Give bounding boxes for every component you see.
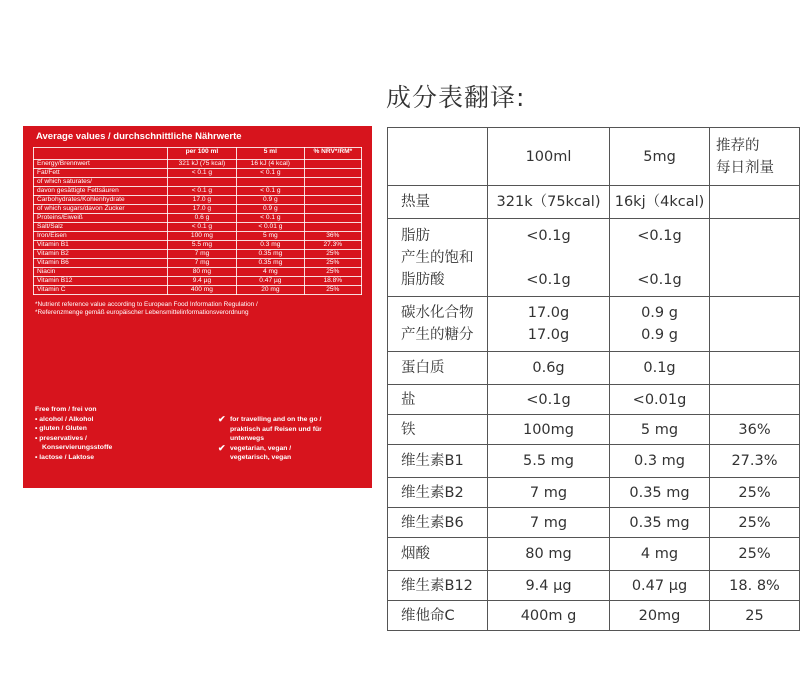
label-cell: Iron/Eisen	[34, 232, 168, 241]
translation-cell: <0.01g	[610, 385, 710, 415]
page-title: 成分表翻译:	[386, 83, 526, 112]
label-cell: 25%	[304, 268, 361, 277]
translation-cell: 5 mg	[610, 415, 710, 445]
translation-cell: 16kj（4kcal)	[610, 186, 710, 219]
label-cell: 5 mg	[237, 232, 304, 241]
nutrition-label-panel	[23, 126, 372, 488]
label-cell: 36%	[304, 232, 361, 241]
feature-line: praktisch auf Reisen und für	[230, 425, 322, 433]
label-cell: 0.6 g	[167, 214, 236, 223]
translation-cell: 100mg	[488, 415, 610, 445]
translation-row	[388, 571, 800, 601]
label-row	[34, 232, 362, 241]
label-cell: 0.35 mg	[237, 250, 304, 259]
translation-cell: <0.1g	[488, 385, 610, 415]
translation-cell: 脂肪 产生的饱和 脂肪酸	[388, 219, 488, 297]
label-cell: < 0.1 g	[167, 187, 236, 196]
label-col-header	[34, 148, 168, 160]
translation-row	[388, 219, 800, 297]
translation-cell: 80 mg	[488, 538, 610, 571]
label-cell: 18.8%	[304, 277, 361, 286]
label-row	[34, 187, 362, 196]
feature-item	[218, 415, 322, 444]
label-cell: Vitamin B2	[34, 250, 168, 259]
label-cell: 0.3 mg	[237, 241, 304, 250]
feature-item	[218, 444, 322, 463]
translation-cell: 0.3 mg	[610, 445, 710, 478]
translation-cell: 0.35 mg	[610, 478, 710, 508]
label-cell: 27.3%	[304, 241, 361, 250]
label-row	[34, 259, 362, 268]
translation-cell: 25%	[710, 478, 800, 508]
label-cell: 0.9 g	[237, 205, 304, 214]
translation-cell: 铁	[388, 415, 488, 445]
label-cell: 17.0 g	[167, 205, 236, 214]
translation-cell	[710, 352, 800, 385]
label-cell: 0.47 µg	[237, 277, 304, 286]
label-body	[34, 160, 362, 295]
label-cell: 25%	[304, 250, 361, 259]
label-cell: 4 mg	[237, 268, 304, 277]
free-from-item: • gluten / Gluten	[35, 424, 112, 434]
free-from-item-cont: Konservierungsstoffe	[42, 444, 113, 452]
translation-body	[388, 186, 800, 631]
translation-cell: 17.0g 17.0g	[488, 297, 610, 352]
label-cell	[304, 169, 361, 178]
translation-cell: 0.35 mg	[610, 508, 710, 538]
label-cell: 400 mg	[167, 286, 236, 295]
label-row	[34, 196, 362, 205]
feature-line: vegetarisch, vegan	[230, 454, 292, 462]
translation-cell: 25	[710, 601, 800, 631]
translation-cell: <0.1g <0.1g	[610, 219, 710, 297]
label-cell: Niacin	[34, 268, 168, 277]
label-cell	[304, 205, 361, 214]
translation-cell: 热量	[388, 186, 488, 219]
translation-cell: 蛋白质	[388, 352, 488, 385]
label-cell: of which saturates/	[34, 178, 168, 187]
free-from-heading: Free from / frei von	[35, 406, 97, 413]
label-row	[34, 286, 362, 295]
label-cell: Carbohydrates/Kohlenhydrate	[34, 196, 168, 205]
translation-cell	[710, 385, 800, 415]
header-cell	[388, 128, 488, 186]
translation-cell: 维生素B12	[388, 571, 488, 601]
label-cell: < 0.1 g	[167, 223, 236, 232]
free-from-item: • lactose / Laktose	[35, 453, 112, 463]
translation-row	[388, 445, 800, 478]
footnote-line: *Referenzmenge gemäß europäischer Lebensmittelinformationsverordnung	[35, 309, 249, 316]
label-row	[34, 241, 362, 250]
label-cell: 100 mg	[167, 232, 236, 241]
label-cell: 5.5 mg	[167, 241, 236, 250]
label-row	[34, 160, 362, 169]
translation-cell: 400m g	[488, 601, 610, 631]
translation-cell	[710, 186, 800, 219]
translation-cell: 盐	[388, 385, 488, 415]
label-row	[34, 277, 362, 286]
label-cell: < 0.1 g	[237, 214, 304, 223]
label-row	[34, 178, 362, 187]
footnote-line: *Nutrient reference value according to European Food Information Regulation /	[35, 301, 258, 308]
translation-cell: 5.5 mg	[488, 445, 610, 478]
translation-cell: 0.6g	[488, 352, 610, 385]
translation-row	[388, 297, 800, 352]
label-row	[34, 214, 362, 223]
feature-line: vegetarian, vegan /	[230, 444, 292, 452]
label-footnote	[35, 301, 364, 317]
translation-row	[388, 186, 800, 219]
translation-cell: 0.47 μg	[610, 571, 710, 601]
feature-line: unterwegs	[230, 435, 264, 443]
label-row	[34, 223, 362, 232]
label-cell: Vitamin C	[34, 286, 168, 295]
translation-row	[388, 478, 800, 508]
translation-cell: 维他命C	[388, 601, 488, 631]
label-cell: 17.0 g	[167, 196, 236, 205]
label-cell: 20 mg	[237, 286, 304, 295]
translation-cell: <0.1g <0.1g	[488, 219, 610, 297]
translation-cell: 维生素B2	[388, 478, 488, 508]
free-from-item: • alcohol / Alkohol	[35, 415, 112, 425]
translation-table	[387, 127, 800, 631]
label-cell: < 0.1 g	[237, 169, 304, 178]
label-row	[34, 250, 362, 259]
translation-cell: 321k（75kcal)	[488, 186, 610, 219]
translation-cell: 碳水化合物 产生的糖分	[388, 297, 488, 352]
header-cell: 5mg	[610, 128, 710, 186]
label-cell	[304, 187, 361, 196]
label-cell: 7 mg	[167, 259, 236, 268]
label-cell: 0.35 mg	[237, 259, 304, 268]
label-cell: davon gesättigte Fettsäuren	[34, 187, 168, 196]
label-cell: Vitamin B1	[34, 241, 168, 250]
label-header-row	[34, 148, 362, 160]
translation-header-row	[388, 128, 800, 186]
translation-cell: 20mg	[610, 601, 710, 631]
label-row	[34, 268, 362, 277]
translation-cell: 4 mg	[610, 538, 710, 571]
label-cell: Fat/Fett	[34, 169, 168, 178]
translation-cell: 9.4 μg	[488, 571, 610, 601]
translation-row	[388, 415, 800, 445]
translation-row	[388, 385, 800, 415]
label-table	[33, 147, 362, 295]
feature-line: for travelling and on the go /	[230, 416, 322, 423]
header-cell: 推荐的 每日剂量	[710, 128, 800, 186]
label-cell	[237, 178, 304, 187]
label-cell	[304, 223, 361, 232]
translation-cell: 36%	[710, 415, 800, 445]
translation-cell: 18. 8%	[710, 571, 800, 601]
translation-cell: 维生素B1	[388, 445, 488, 478]
header-cell: 100ml	[488, 128, 610, 186]
label-heading: Average values / durchschnittliche Nährwerte	[36, 131, 242, 142]
label-col-header: % NRV*/RM*	[304, 148, 361, 160]
label-cell: Vitamin B12	[34, 277, 168, 286]
translation-cell: 25%	[710, 538, 800, 571]
translation-row	[388, 538, 800, 571]
label-cell: < 0.1 g	[167, 169, 236, 178]
label-row	[34, 169, 362, 178]
label-col-header: 5 ml	[237, 148, 304, 160]
translation-row	[388, 352, 800, 385]
translation-row	[388, 601, 800, 631]
label-cell	[304, 196, 361, 205]
label-cell: 80 mg	[167, 268, 236, 277]
label-cell	[304, 214, 361, 223]
label-cell: Energy/Brennwert	[34, 160, 168, 169]
label-cell	[304, 178, 361, 187]
check-icon: ✔	[218, 442, 226, 453]
label-cell: Salt/Salz	[34, 223, 168, 232]
translation-cell	[710, 219, 800, 297]
label-cell: 25%	[304, 259, 361, 268]
translation-cell	[710, 297, 800, 352]
check-icon: ✔	[218, 414, 226, 424]
translation-cell: 7 mg	[488, 508, 610, 538]
translation-cell: 27.3%	[710, 445, 800, 478]
label-row	[34, 205, 362, 214]
label-cell: 25%	[304, 286, 361, 295]
translation-cell: 25%	[710, 508, 800, 538]
label-cell: < 0.1 g	[237, 187, 304, 196]
label-cell: Proteins/Eiweiß	[34, 214, 168, 223]
label-cell: Vitamin B6	[34, 259, 168, 268]
label-col-header: per 100 ml	[167, 148, 236, 160]
translation-row	[388, 508, 800, 538]
label-cell	[304, 160, 361, 169]
translation-cell: 维生素B6	[388, 508, 488, 538]
translation-cell: 0.1g	[610, 352, 710, 385]
label-cell: 16 kJ (4 kcal)	[237, 160, 304, 169]
label-cell: 0.9 g	[237, 196, 304, 205]
translation-cell: 0.9 g 0.9 g	[610, 297, 710, 352]
label-cell: 321 kJ (75 kcal)	[167, 160, 236, 169]
label-cell: < 0.01 g	[237, 223, 304, 232]
translation-cell: 7 mg	[488, 478, 610, 508]
label-cell	[167, 178, 236, 187]
label-cell: 7 mg	[167, 250, 236, 259]
feature-list	[218, 415, 322, 463]
free-from-item: • preservatives /	[35, 434, 112, 444]
free-from-list	[35, 405, 112, 463]
label-cell: of which sugars/davon Zucker	[34, 205, 168, 214]
label-cell: 9.4 µg	[167, 277, 236, 286]
translation-cell: 烟酸	[388, 538, 488, 571]
